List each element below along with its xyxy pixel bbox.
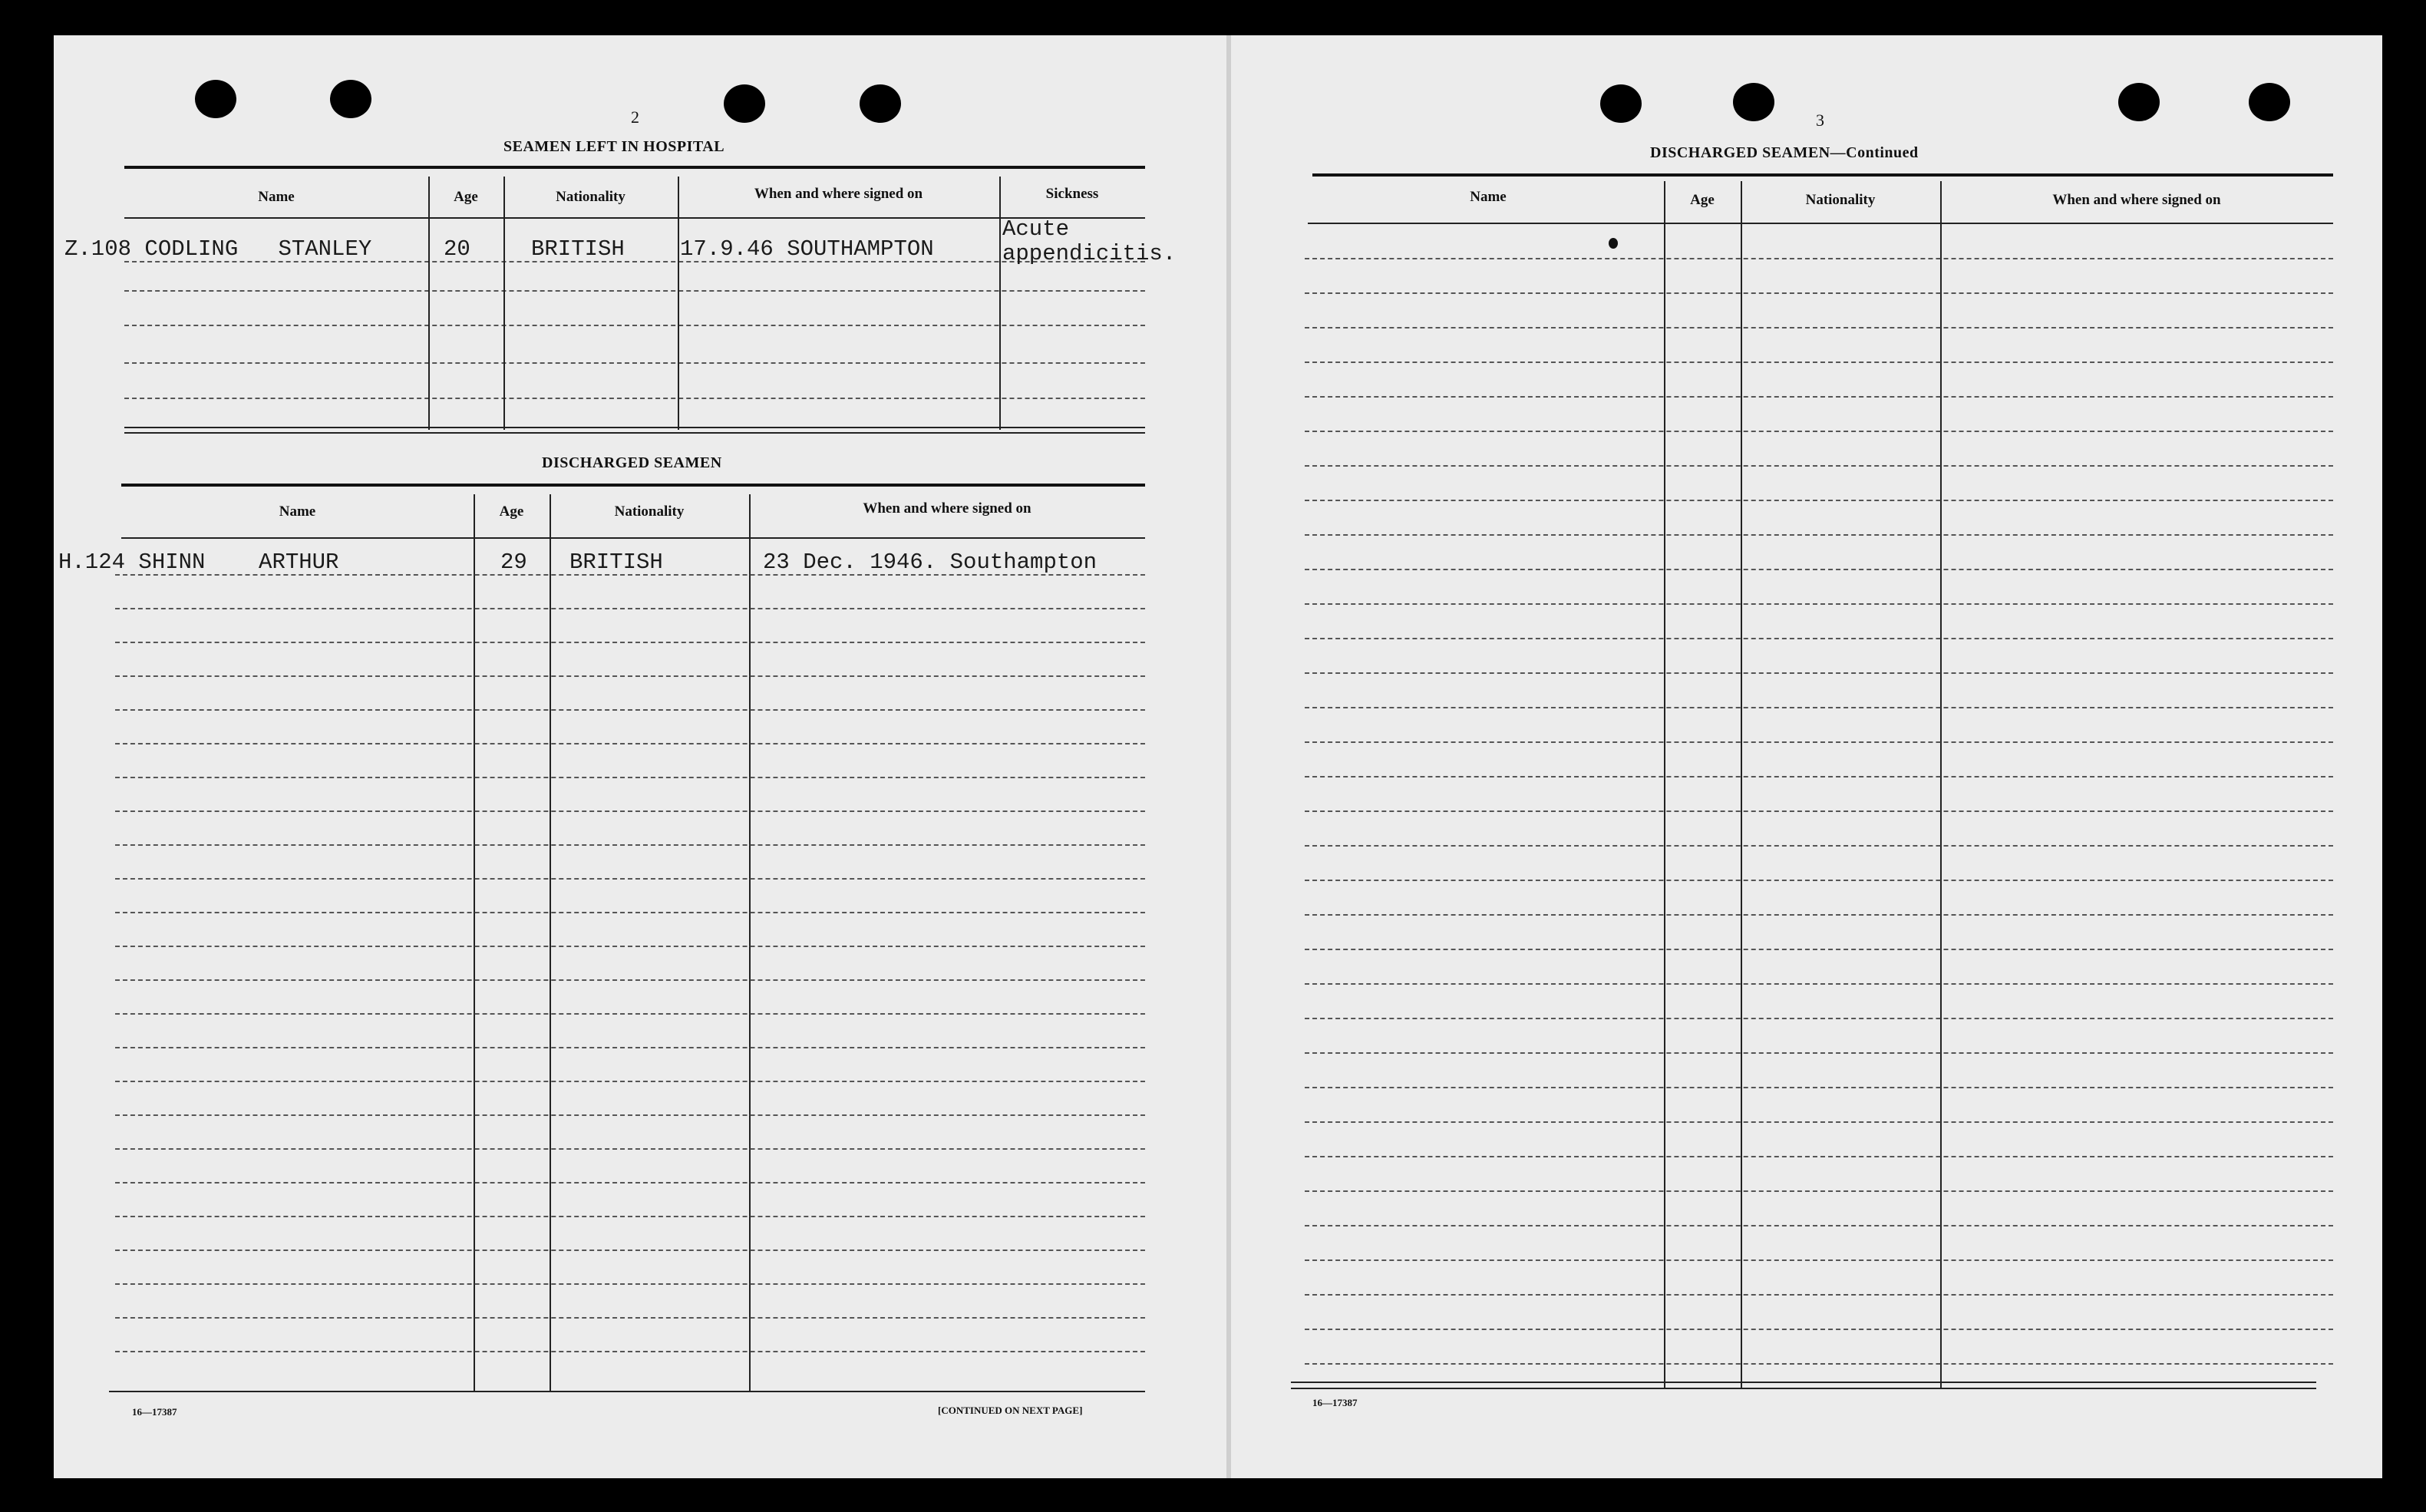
ruled-line bbox=[1305, 707, 2333, 708]
ruled-line bbox=[1305, 327, 2333, 328]
ruled-line bbox=[1305, 1121, 2333, 1123]
discharged-entry-nationality: BRITISH bbox=[569, 550, 663, 575]
ruled-line bbox=[1305, 880, 2333, 881]
column-divider bbox=[550, 494, 551, 1392]
ruled-line bbox=[1305, 292, 2333, 294]
discharged-table-top bbox=[121, 484, 1145, 487]
ruled-line bbox=[1305, 569, 2333, 570]
ruled-line bbox=[124, 362, 1145, 364]
ruled-line bbox=[1305, 983, 2333, 985]
punch-hole bbox=[2118, 83, 2160, 121]
column-divider bbox=[999, 177, 1001, 430]
ruled-line bbox=[115, 1013, 1145, 1015]
ruled-line bbox=[1305, 741, 2333, 743]
ruled-line bbox=[1305, 776, 2333, 777]
page-fold bbox=[1226, 35, 1231, 1478]
ruled-line bbox=[115, 1114, 1145, 1116]
column-divider bbox=[428, 177, 430, 430]
ruled-line bbox=[115, 574, 1145, 576]
col-header-name: Name bbox=[258, 189, 295, 205]
ruled-line bbox=[1305, 949, 2333, 950]
col-header-age: Age bbox=[454, 189, 478, 205]
ruled-line bbox=[1305, 1225, 2333, 1226]
hospital-table-bottom2 bbox=[124, 432, 1145, 434]
hospital-entry-signed-on: 17.9.46 SOUTHAMPTON bbox=[680, 236, 934, 262]
col-header-age: Age bbox=[1690, 192, 1715, 208]
column-divider bbox=[678, 177, 679, 430]
ruled-line bbox=[115, 1216, 1145, 1217]
col-header-name: Name bbox=[1470, 189, 1507, 205]
ruled-line bbox=[115, 979, 1145, 981]
ruled-line bbox=[115, 1250, 1145, 1251]
ruled-line bbox=[1305, 1156, 2333, 1157]
ruled-line bbox=[1305, 431, 2333, 432]
punch-hole bbox=[195, 80, 236, 118]
col-header-sickness: Sickness bbox=[1045, 186, 1099, 202]
ruled-line bbox=[115, 878, 1145, 880]
ruled-line bbox=[1305, 1052, 2333, 1054]
punch-hole bbox=[2249, 83, 2290, 121]
ruled-line bbox=[1305, 534, 2333, 536]
punch-hole bbox=[860, 84, 901, 123]
column-divider bbox=[749, 494, 751, 1392]
ruled-line bbox=[115, 675, 1145, 677]
hospital-entry-nationality: BRITISH bbox=[531, 236, 625, 262]
ruled-line bbox=[115, 709, 1145, 711]
hospital-entry-age: 20 bbox=[444, 236, 470, 262]
ruled-line bbox=[115, 946, 1145, 947]
discharged-entry-name: H.124 SHINN ARTHUR bbox=[58, 550, 339, 575]
discharged-continued-title: DISCHARGED SEAMEN—Continued bbox=[1650, 144, 1919, 161]
ruled-line bbox=[124, 325, 1145, 326]
ruled-line bbox=[1305, 1259, 2333, 1261]
ruled-line bbox=[1305, 1363, 2333, 1365]
punch-hole bbox=[724, 84, 765, 123]
ruled-line bbox=[1305, 845, 2333, 847]
discharged-entry-signed-on: 23 Dec. 1946. Southampton bbox=[763, 550, 1097, 575]
right-table-header-rule bbox=[1308, 223, 2333, 224]
ruled-line bbox=[115, 743, 1145, 744]
right-page bbox=[1231, 35, 2382, 1478]
ruled-line bbox=[1305, 500, 2333, 501]
col-header-name: Name bbox=[279, 503, 316, 520]
ruled-line bbox=[115, 642, 1145, 643]
ruled-line bbox=[1305, 914, 2333, 916]
discharged-table-header-rule bbox=[121, 537, 1145, 539]
col-header-age: Age bbox=[499, 503, 524, 520]
ruled-line bbox=[1305, 396, 2333, 398]
discharged-table-bottom bbox=[109, 1391, 1145, 1392]
discharged-section-title: DISCHARGED SEAMEN bbox=[542, 454, 722, 471]
hospital-entry-sickness-line2: appendicitis. bbox=[1002, 241, 1177, 266]
col-header-nationality: Nationality bbox=[1805, 192, 1876, 208]
ruled-line bbox=[1305, 603, 2333, 605]
ruled-line bbox=[1305, 672, 2333, 674]
col-header-signed-on: When and where signed on bbox=[2052, 192, 2221, 208]
ruled-line bbox=[115, 912, 1145, 913]
ruled-line bbox=[115, 777, 1145, 778]
ruled-line bbox=[115, 1317, 1145, 1319]
ink-mark bbox=[1609, 238, 1618, 249]
right-table-bottom2 bbox=[1291, 1388, 2316, 1389]
ruled-line bbox=[115, 844, 1145, 846]
ruled-line bbox=[115, 1148, 1145, 1150]
col-header-signed-on: When and where signed on bbox=[754, 186, 923, 202]
ruled-line bbox=[124, 398, 1145, 399]
ruled-line bbox=[115, 1351, 1145, 1352]
page-number-left: 2 bbox=[631, 107, 639, 127]
form-number-right: 16—17387 bbox=[1312, 1397, 1358, 1408]
hospital-table-bottom bbox=[124, 427, 1145, 428]
hospital-table-top bbox=[124, 166, 1145, 169]
ruled-line bbox=[1305, 1329, 2333, 1330]
ruled-line bbox=[1305, 810, 2333, 812]
hospital-entry-sickness-line1: Acute bbox=[1002, 216, 1070, 242]
form-number-left: 16—17387 bbox=[132, 1406, 177, 1418]
ruled-line bbox=[1305, 258, 2333, 259]
page-number-right: 3 bbox=[1816, 111, 1824, 130]
col-header-nationality: Nationality bbox=[556, 189, 625, 205]
punch-hole bbox=[1733, 83, 1774, 121]
right-table-top bbox=[1312, 173, 2333, 177]
ruled-line bbox=[115, 608, 1145, 609]
ruled-line bbox=[1305, 638, 2333, 639]
right-table-bottom bbox=[1291, 1382, 2316, 1383]
ruled-line bbox=[115, 1081, 1145, 1082]
punch-hole bbox=[1600, 84, 1642, 123]
hospital-entry-name: Z.108 CODLING STANLEY bbox=[64, 236, 372, 262]
col-header-nationality: Nationality bbox=[614, 503, 685, 520]
ruled-line bbox=[1305, 465, 2333, 467]
col-header-signed-on: When and where signed on bbox=[863, 500, 1031, 517]
ruled-line bbox=[1305, 361, 2333, 363]
ruled-line bbox=[1305, 1018, 2333, 1019]
continued-note: [CONTINUED ON NEXT PAGE] bbox=[938, 1405, 1083, 1416]
punch-hole bbox=[330, 80, 371, 118]
discharged-entry-age: 29 bbox=[500, 550, 527, 575]
ruled-line bbox=[1305, 1294, 2333, 1296]
ruled-line bbox=[124, 290, 1145, 292]
ruled-line bbox=[1305, 1087, 2333, 1088]
hospital-section-title: SEAMEN LEFT IN HOSPITAL bbox=[503, 138, 725, 155]
ruled-line bbox=[115, 1047, 1145, 1048]
ruled-line bbox=[115, 810, 1145, 812]
column-divider bbox=[503, 177, 505, 430]
hospital-table-header-rule bbox=[124, 217, 1145, 219]
ruled-line bbox=[115, 1283, 1145, 1285]
column-divider bbox=[474, 494, 475, 1392]
ruled-line bbox=[1305, 1190, 2333, 1192]
ruled-line bbox=[115, 1182, 1145, 1184]
